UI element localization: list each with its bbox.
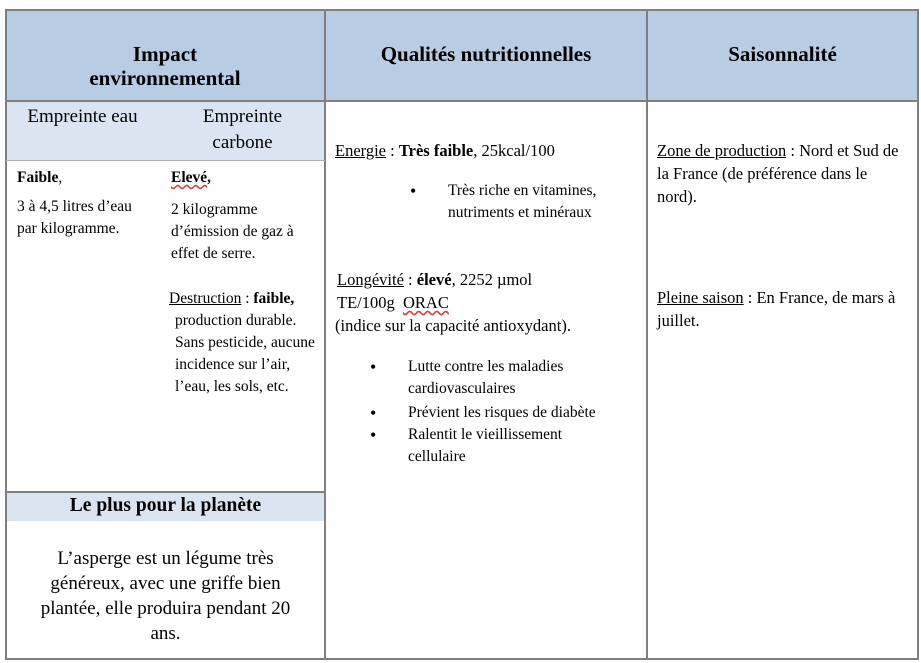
carbone-description: 2 kilogramme d’émission de gaz à effet de serre. — [171, 201, 294, 262]
list-item: • Très riche en vitamines, nutriments et minéraux — [410, 180, 625, 224]
carbone-level: Elevé, — [171, 169, 212, 186]
plus-text: L’asperge est un légume très généreux, avec une griffe bien plantée, elle produira pendant 20 ans. — [40, 548, 291, 644]
longevite-unit: TE/100g ORAC — [337, 293, 449, 312]
subheader-eau: Empreinte eau — [27, 106, 138, 127]
pleine-saison: Pleine saison : En France, de mars à juillet. — [657, 288, 896, 330]
header-qualites: Qualités nutritionnelles — [380, 42, 592, 66]
eau-level: Faible, — [17, 169, 63, 186]
plus-title: Le plus pour la planète — [69, 495, 262, 516]
destruction-description: production durable. Sans pesticide, aucune incidence sur l’air, l’eau, les sols, etc. — [175, 312, 315, 395]
energie-bullets — [410, 180, 625, 224]
zone-production: Zone de production : Nord et Sud de la France (de préférence dans le nord). — [657, 141, 899, 206]
longevite-bullets — [370, 356, 610, 468]
subheader-carbone: Empreinte carbone — [202, 106, 283, 153]
energie-line: Energie : Très faible, 25kcal/100 — [335, 141, 555, 160]
destruction-line: Destruction : faible, — [169, 290, 295, 307]
longevite-note: (indice sur la capacité antioxydant). — [335, 316, 571, 335]
header-impact: Impact environnemental — [89, 42, 241, 90]
list-item: • Prévient les risques de diabète — [370, 402, 610, 424]
list-item: • Ralentit le vieillissement cellulaire — [370, 424, 610, 468]
eau-description: 3 à 4,5 litres d’eau par kilogramme. — [17, 198, 132, 237]
list-item: • Lutte contre les maladies cardiovasculaires — [370, 356, 610, 400]
header-saisonnalite: Saisonnalité — [728, 42, 837, 66]
longevite-line: Longévité : élevé, 2252 µmol — [337, 270, 533, 289]
